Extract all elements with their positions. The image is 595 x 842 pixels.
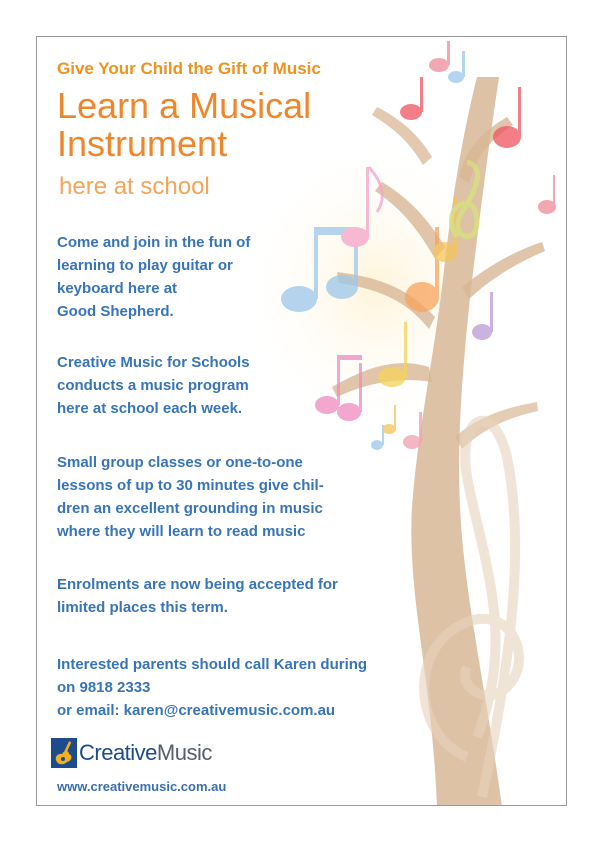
- headline-line-2: Instrument: [57, 123, 228, 164]
- headline: [57, 87, 437, 163]
- website-link[interactable]: www.creativemusic.com.au: [57, 779, 227, 794]
- logo-word-creative: Creative: [79, 740, 157, 765]
- text-line: lessons of up to 30 minutes give chil-: [57, 477, 324, 494]
- text-line: Come and join in the fun of: [57, 234, 251, 251]
- headline-line-1: Learn a Musical: [57, 85, 312, 126]
- text-line: here at school each week.: [57, 400, 243, 417]
- text-line: Good Shepherd.: [57, 303, 174, 320]
- flyer-frame: [36, 36, 567, 806]
- text-line: Interested parents should call Karen during: [57, 656, 368, 673]
- tagline: Give Your Child the Gift of Music: [57, 59, 321, 78]
- text-line: conducts a music program: [57, 377, 249, 394]
- text-line: learning to play guitar or: [57, 257, 233, 274]
- email-line[interactable]: or email: karen@creativemusic.com.au: [57, 702, 336, 719]
- text-line: dren an excellent grounding in music: [57, 500, 323, 517]
- phone-number[interactable]: on 9818 2333: [57, 679, 151, 696]
- contact-paragraph: [57, 653, 457, 722]
- text-line: Enrolments are now being accepted for: [57, 576, 338, 593]
- program-paragraph: [57, 351, 317, 420]
- text-line: limited places this term.: [57, 599, 228, 616]
- classes-paragraph: [57, 451, 397, 543]
- text-line: where they will learn to read music: [57, 523, 306, 540]
- text-line: Creative Music for Schools: [57, 354, 250, 371]
- intro-paragraph: [57, 231, 317, 323]
- text-line: keyboard here at: [57, 280, 178, 297]
- subheadline: here at school: [59, 173, 210, 200]
- logo-word-music: Music: [156, 740, 212, 765]
- creative-music-logo: [51, 737, 212, 769]
- guitar-logo-icon: [51, 738, 77, 768]
- enrolment-paragraph: [57, 573, 437, 619]
- text-line: Small group classes or one-to-one: [57, 454, 303, 471]
